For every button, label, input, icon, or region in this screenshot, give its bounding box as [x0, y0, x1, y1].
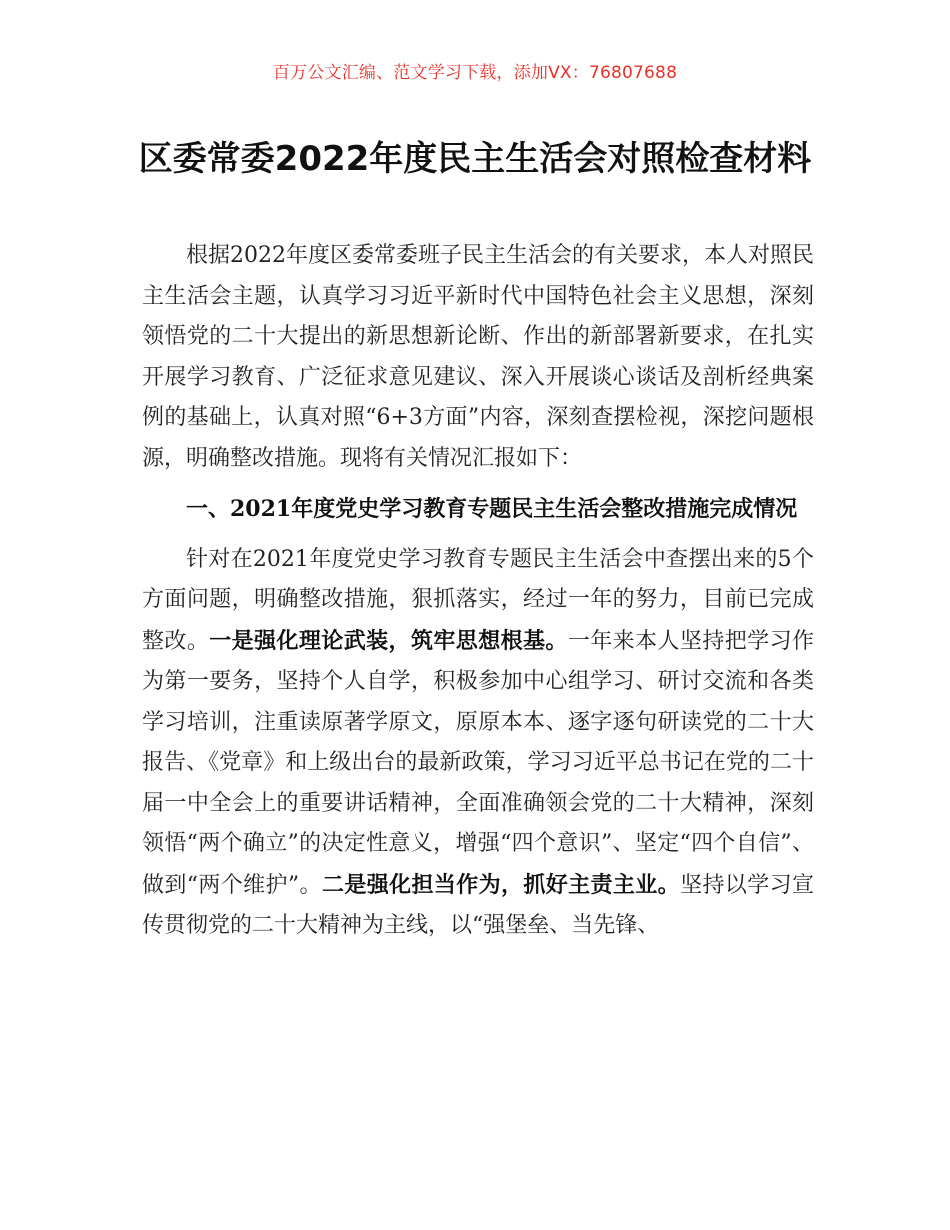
point-2-heading: 二是强化担当作为，抓好主责主业。: [321, 871, 681, 898]
document-body: [142, 236, 814, 947]
watermark-text: 百万公文汇编、范文学习下载，添加VX：76807688: [272, 63, 678, 83]
point-2-text: 坚持以学习宣传贯彻党的二十大精神为主线，以“强堡垒、当先锋、: [142, 872, 814, 938]
document-title: 区委常委2022年度民主生活会对照检查材料: [138, 138, 812, 179]
point-1-heading: 一是强化理论武装，筑牢思想根基。: [209, 627, 568, 654]
intro-paragraph: 根据2022年度区委常委班子民主生活会的有关要求，本人对照民主生活会主题，认真学习习近平新时代中国特色社会主义思想，深刻领悟党的二十大提出的新思想新论断、作出的新部署新要求，在扎实开展学习教育、广泛征求意见建议、深入开展谈心谈话及剖析经典案例的基础上，认真对照“6+3方面”内容，深刻查摆检视，深挖问题根源，明确整改措施。现将有关情况汇报如下：: [142, 243, 814, 471]
section-1-lead-text: 针对在2021年度党史学习教育专题民主生活会中查摆出来的5个方面问题，明确整改措施，狠抓落实，经过一年的努力，目前已完成整改。: [142, 546, 814, 654]
point-1-text: 一年来本人坚持把学习作为第一要务，坚持个人自学，积极参加中心组学习、研讨交流和各类学习培训，注重读原著学原文，原原本本、逐字逐句研读党的二十大报告、《党章》和上级出台的最新政策，学习习近平总书记在党的二十届一中全会上的重要讲话精神，全面准确领会党的二十大精神，深刻领悟“两个确立”的决定性意义，增强“四个意识”、坚定“四个自信”、做到“两个维护”。: [142, 628, 814, 898]
section-1-paragraph: [142, 540, 814, 947]
section-heading-1: 一、2021年度党史学习教育专题民主生活会整改措施完成情况: [186, 496, 798, 522]
